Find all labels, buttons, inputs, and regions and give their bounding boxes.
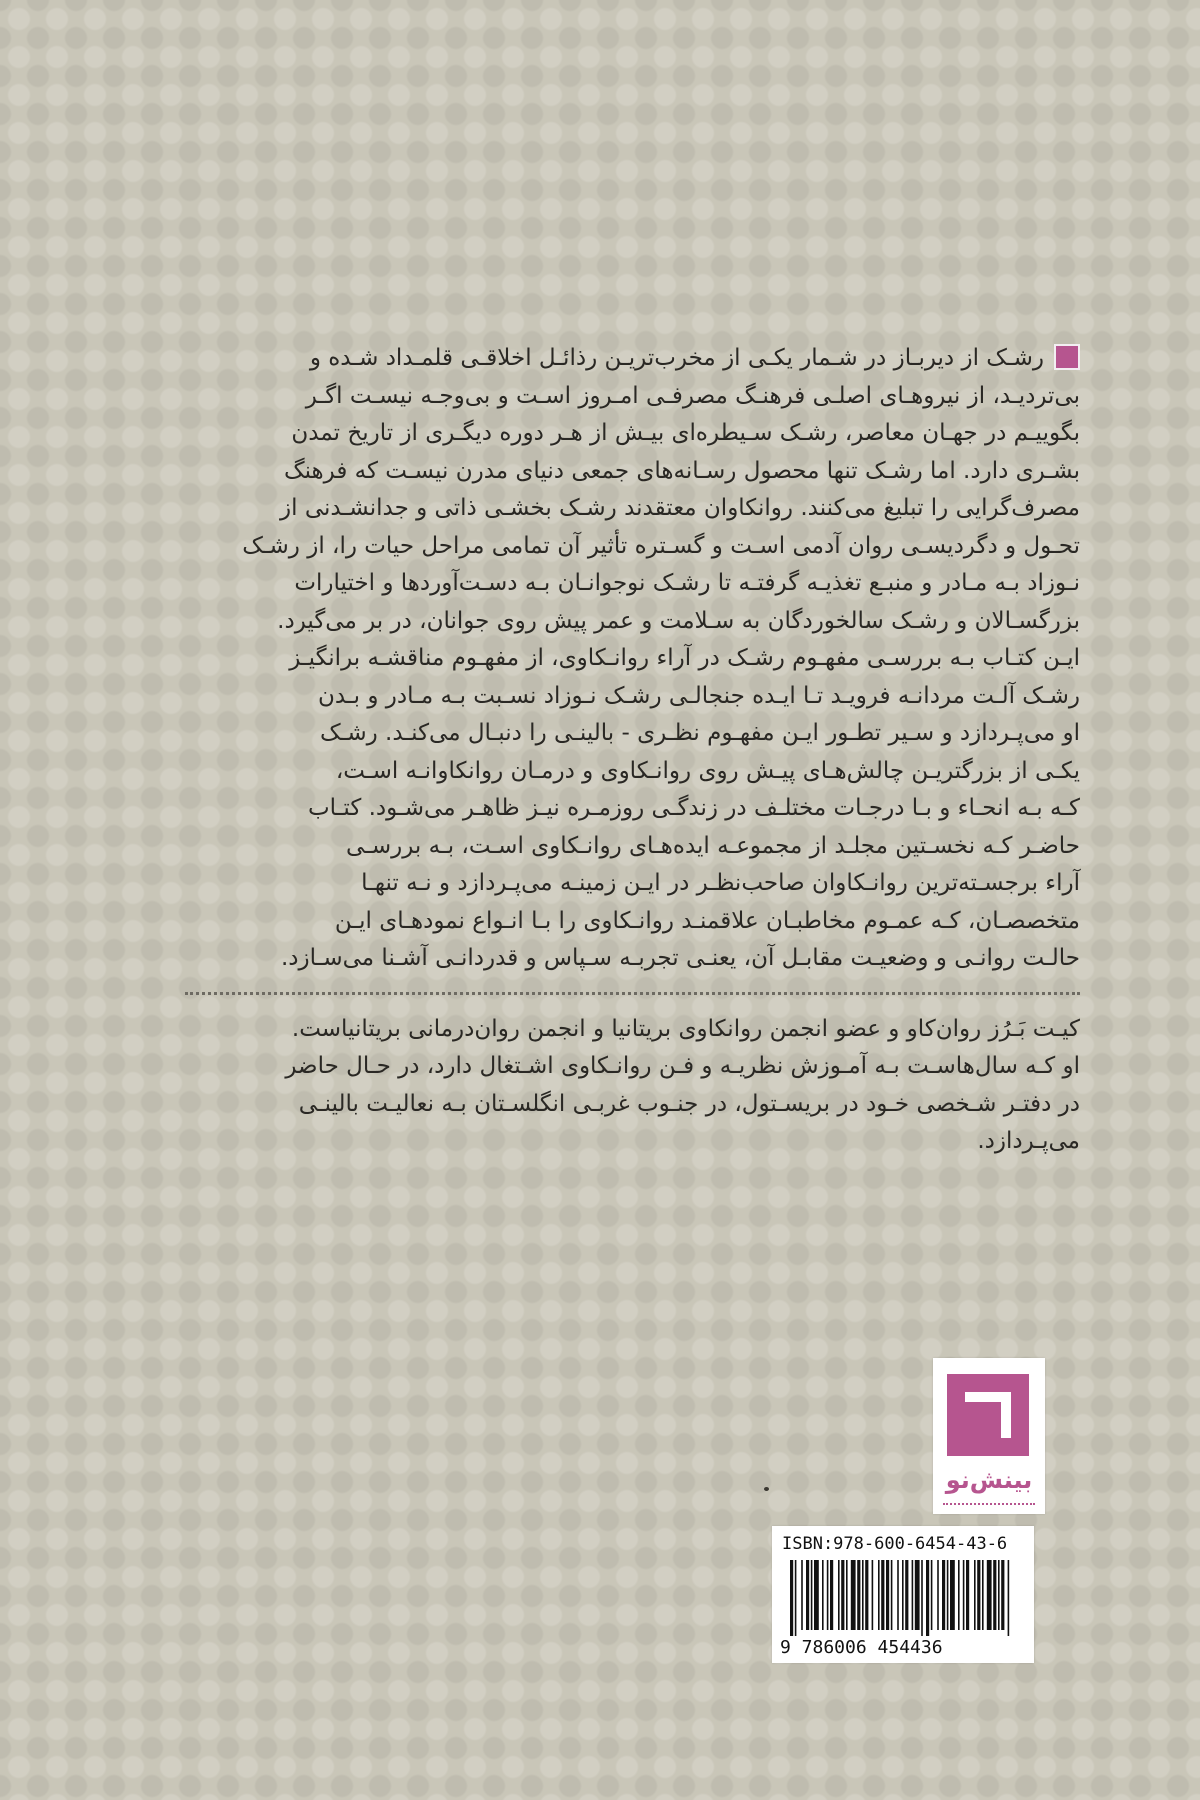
summary-line: نـوزاد بـه مـادر و منبـع تغذیـه گرفتـه تا رشـک نوجوانـان بـه دسـت‌آوردها و اختیارات: [294, 570, 1080, 596]
summary-line: [185, 340, 1080, 378]
summary-line: یکـی از بزرگتریـن چالش‌هـای پیـش روی روانـکاوی و درمـان روانکاوانـه اسـت،: [335, 757, 1080, 784]
bio-line: کیـت بَـرُز روان‌کاو و عضو انجمن روانکاوی بریتانیا و انجمن روان‌درمانی بریتانیاست.: [291, 1015, 1080, 1042]
summary-line: بشـری دارد. اما رشـک تنها محصول رسـانه‌های جمعی دنیای مدرن نیسـت که فرهنگ: [283, 457, 1080, 484]
barcode-digits: 9 786006 454436: [780, 1637, 943, 1658]
barcode-bar: [963, 1560, 965, 1630]
barcode-bar: [947, 1560, 949, 1630]
barcode-bar: [974, 1560, 976, 1630]
barcode-bar: [982, 1560, 984, 1630]
barcode-bar: [814, 1560, 819, 1630]
summary-line: ایـن کتـاب بـه بررسـی مفهـوم رشـک در آراء روانـکاوی، از مفهـوم مناقشـه برانگیـز: [289, 645, 1080, 671]
barcode-bar: [862, 1560, 864, 1630]
barcode-bar: [891, 1560, 893, 1630]
barcode-bar: [987, 1560, 992, 1630]
summary-line: بی‌تردیـد، از نیروهـای اصلـی فرهنـگ مصرفـی امـروز اسـت و بی‌وجـه نیسـت اگـر: [305, 382, 1080, 409]
barcode-bar: [958, 1560, 960, 1630]
barcode-bar: [827, 1560, 829, 1630]
barcode-bar: [846, 1560, 848, 1630]
summary-line: مصرف‌گرایی را تبلیغ می‌کنند. روانکاوان معتقدند رشـک بخشـی ذاتی و جدانشـدنی از: [280, 495, 1080, 521]
barcode-bar: [993, 1560, 996, 1630]
barcode-bar: [912, 1560, 914, 1630]
barcode-bar: [1008, 1560, 1010, 1636]
publisher-logo-mark-icon: [947, 1374, 1029, 1456]
summary-line: متخصصـان، کـه عمـوم مخاطبـان علاقمنـد روانـکاوی را بـا انـواع نمودهـای ایـن: [334, 907, 1080, 934]
summary-line: کـه بـه انحـاء و بـا درجـات مختلـف در زندگـی روزمـره نیـز ظاهـر می‌شـود. کتـاب: [308, 795, 1080, 821]
barcode-bar: [872, 1560, 874, 1630]
barcode-bars: [790, 1560, 1016, 1636]
barcode-bar: [966, 1560, 969, 1630]
summary-line: او می‌پـردازد و سـیر تطـور ایـن مفهـوم نظـری - بالینـی را دنبـال می‌کنـد. رشـک: [320, 720, 1080, 746]
summary-line: آراء برجسـته‌ترین روانـکاوان صاحب‌نظـر در ایـن زمینـه می‌پـردازد و نـه تنهـا: [361, 870, 1080, 896]
isbn-barcode-label: [772, 1526, 1034, 1663]
barcode-bar: [801, 1560, 803, 1630]
barcode-bar: [841, 1560, 844, 1630]
barcode-bar: [851, 1560, 856, 1630]
bio-line: او کـه سال‌هاسـت بـه آمـوزش نظریـه و فـن روانـکاوی اشـتغال دارد، در حـال حاضر: [285, 1053, 1080, 1079]
book-summary: [185, 340, 1080, 978]
cover-text-block: [185, 340, 1080, 1161]
barcode-bar: [950, 1560, 955, 1630]
barcode-bar: [937, 1560, 939, 1630]
barcode-bar: [878, 1560, 880, 1630]
isbn-text: ISBN:978-600-6454-43-6: [782, 1534, 1008, 1554]
barcode-bar: [942, 1560, 945, 1630]
barcode-bar: [921, 1560, 923, 1636]
summary-line: تحـول و دگردیسـی روان آدمی اسـت و گسـتره تأثیر آن تمامی مراحل حیات را، از رشـک: [242, 532, 1080, 559]
barcode-bar: [830, 1560, 833, 1630]
bio-line: در دفتـر شـخصی خـود در بریسـتول، در جنـوب غربـی انگلسـتان بـه نعالیـت بالینـی: [298, 1090, 1080, 1117]
barcode-bar: [905, 1560, 908, 1630]
barcode-bar: [838, 1560, 840, 1630]
logo-dotted-line: [943, 1503, 1035, 1505]
barcode-bar: [977, 1560, 980, 1630]
barcode-bar: [795, 1560, 797, 1636]
barcode-bar: [881, 1560, 884, 1630]
barcode-bar: [931, 1560, 933, 1630]
publisher-logo: [933, 1358, 1045, 1514]
barcode-bar: [998, 1560, 1000, 1630]
barcode-bar: [865, 1560, 868, 1630]
dotted-divider: [185, 992, 1080, 995]
barcode-bar: [902, 1560, 904, 1630]
barcode-bar: [806, 1560, 809, 1630]
summary-line-text: رشـک از دیربـاز در شـمار یکـی از مخرب‌تریـن رذائـل اخلاقـی قلمـداد شـده و: [309, 345, 1044, 371]
barcode-bar: [857, 1560, 860, 1630]
bio-line: می‌پـردازد.: [977, 1128, 1080, 1154]
barcode-bar: [926, 1560, 929, 1636]
summary-line: بزرگسـالان و رشـک سالخوردگان به سـلامت و عمر پیش روی جوانان، در بر می‌گیرد.: [277, 607, 1080, 634]
author-bio: [185, 1011, 1080, 1161]
barcode-bar: [822, 1560, 824, 1630]
summary-line: بگوییـم در جهـان معاصر، رشـک سـیطره‌ای بیـش از هـر دوره دیگـری از تاریخ تمدن: [291, 420, 1080, 446]
summary-line: حالـت روانـی و وضعیـت مقابـل آن، یعنـی تجربـه سـپاس و قدردانـی آشـنا می‌سـازد.: [280, 945, 1080, 971]
print-speck: [764, 1487, 769, 1491]
summary-line: رشـک آلـت مردانـه فرویـد تـا ایـده جنجالـی رشـک نـوزاد نسـبت بـه مـادر و بـدن: [317, 682, 1080, 709]
barcode-bar: [886, 1560, 889, 1630]
barcode-bar: [897, 1560, 899, 1630]
barcode-bar: [790, 1560, 793, 1636]
barcode-bar: [915, 1560, 920, 1630]
barcode-bar: [811, 1560, 813, 1630]
barcode-bar: [1001, 1560, 1004, 1630]
summary-line: حاضـر کـه نخسـتین مجلـد از مجموعـه ایده‌هـای روانـکاوی اسـت، بـه بررسـی: [345, 832, 1080, 859]
publisher-name: بینش‌نو: [945, 1466, 1033, 1494]
bullet-square-icon: [1054, 344, 1080, 370]
